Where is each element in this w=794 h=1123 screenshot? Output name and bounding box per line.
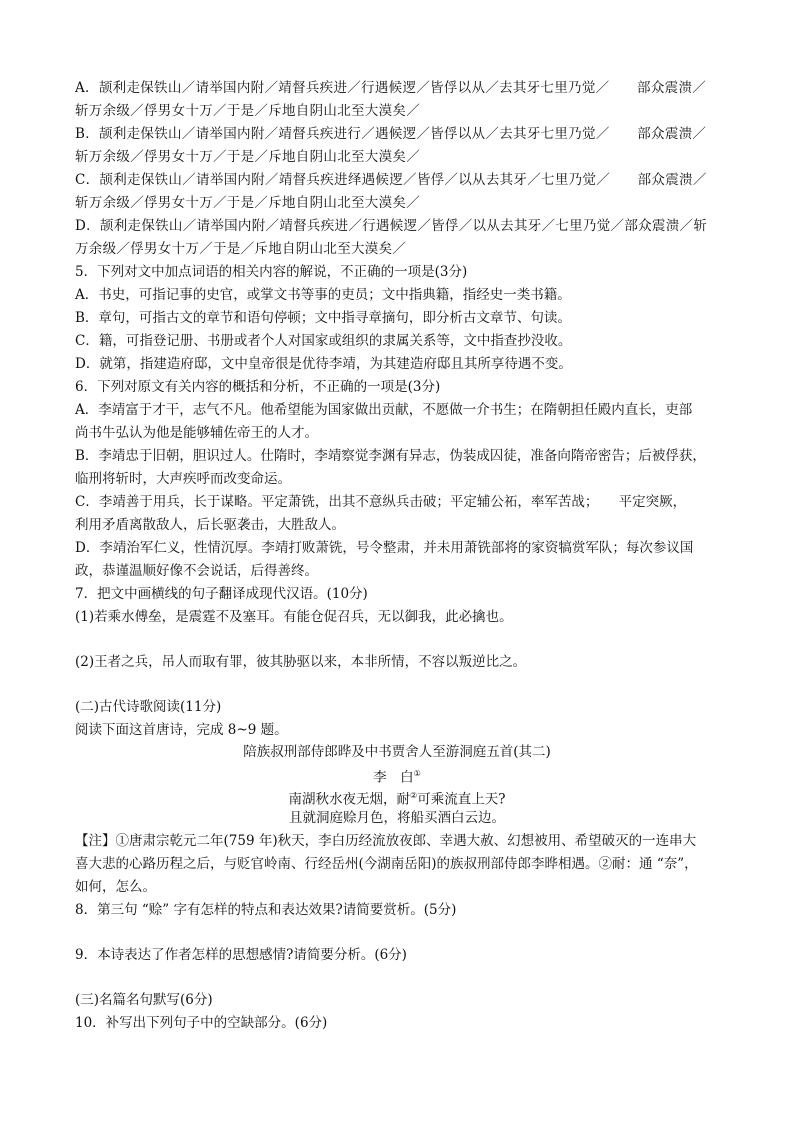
poem-line-1 <box>0 786 794 810</box>
q4-option-b-line1: B．颉利走保铁山／请举国内附／靖督兵疾进行／遇候逻／皆俘以从／去其牙七里乃觉／ 部众震溃／ <box>75 126 707 142</box>
poem-title: 陪族叔刑部侍郎晔及中书贾舍人至游洞庭五首(其二) <box>243 744 551 760</box>
q6-option-c-line2: 利用矛盾离散敌人，后长驱袭击，大胜敌人。 <box>75 517 345 533</box>
q6-option-a-line1: A．李靖富于才干，志气不凡。他希望能为国家做出贡献，不愿做一介书生；在隋朝担任殿内直长，吏部 <box>75 402 693 418</box>
q6-option-a-line2: 尚书牛弘认为他是能够辅佐帝王的人才。 <box>75 425 318 441</box>
poem-note-line1: 【注】①唐肃宗乾元二年(759 年)秋天，李白历经流放夜郎、幸遇大赦、幻想被用、希望破灭的一连串大 <box>75 833 697 849</box>
q4-option-b-line2: 斩万余级／俘男女十万／于是／斥地自阴山北至大漠矣／ <box>75 149 420 165</box>
section3-heading: (三)名篇名句默写(6分) <box>75 992 213 1008</box>
q5-option-c: C．籍，可指登记册、书册或者个人对国家或组织的隶属关系等，文中指查抄没收。 <box>75 333 572 349</box>
q5-option-a: A．书史，可指记事的史官，或掌文书等事的吏员；文中指典籍，指经史一类书籍。 <box>75 287 571 303</box>
q9-stem: 9．本诗表达了作者怎样的思想感情?请简要分析。(6分) <box>75 947 407 963</box>
q5-option-d: D．就第，指建造府邸，文中皇帝很是优待李靖，为其建造府邸且其所享待遇不变。 <box>75 356 572 372</box>
q5-option-b: B．章句，可指古文的章节和语句停顿；文中指寻章摘句，即分析古文章节、句读。 <box>75 310 571 326</box>
q6-option-b-line2: 临刑将斩时，大声疾呼而改变命运。 <box>75 471 291 487</box>
poem-author <box>0 764 794 788</box>
poem-author-footnote-mark: ① <box>413 769 421 778</box>
poem-line-2: 且就洞庭赊月色，将船买酒白云边。 <box>289 810 505 826</box>
q7-sentence-1: (1)若乘水傅垒，是震霆不及塞耳。有能仓促召兵，无以御我，此必擒也。 <box>75 609 513 625</box>
poem-line-1-part-b: 可乘流直上天? <box>417 791 506 808</box>
q4-option-c-line2: 斩万余级／俘男女十万／于是／斥地自阴山北至大漠矣／ <box>75 195 420 211</box>
poem-line-1-footnote-mark: ② <box>410 791 418 800</box>
q6-option-b-line1: B．李靖忠于旧朝，胆识过人。仕隋时，李靖察觉李渊有异志，伪装成囚徒，准备向隋帝密告；后被俘获， <box>75 448 706 464</box>
q6-option-d-line2: 政，恭谨温顺好像不会说话，后得善终。 <box>75 563 318 579</box>
q4-option-d-line2: 万余级／俘男女十万／于是／斥地自阴山北至大漠矣／ <box>75 241 407 257</box>
q6-option-d-line1: D．李靖治军仁义，性情沉厚。李靖打败萧铣，号令整肃，并未用萧铣部将的家资犒赏军队；每次参议国 <box>75 540 694 556</box>
q7-stem: 7．把文中画横线的句子翻译成现代汉语。(10分) <box>75 586 368 602</box>
q8-stem: 8．第三句 “赊” 字有怎样的特点和表达效果?请简要赏析。(5分) <box>75 902 457 918</box>
poem-line-1-part-a: 南湖秋水夜无烟，耐 <box>288 791 411 808</box>
section2-heading: (二)古代诗歌阅读(11分) <box>75 699 222 715</box>
q6-option-c-line1: C．李靖善于用兵，长于谋略。平定萧铣，出其不意纵兵击破；平定辅公祏，率军苦战； 平定突厥， <box>75 494 687 510</box>
poem-author-name: 李 白 <box>373 769 414 786</box>
q6-stem: 6．下列对原文有关内容的概括和分析，不正确的一项是(3分) <box>75 379 441 395</box>
q5-stem: 5．下列对文中加点词语的相关内容的解说，不正确的一项是(3分) <box>75 264 468 280</box>
q7-sentence-2: (2)王者之兵，吊人而取有罪，彼其胁驱以来，本非所情，不容以叛逆比之。 <box>75 654 527 670</box>
q4-option-c-line1: C．颉利走保铁山／请举国内附／靖督兵疾进绎遇候逻／皆俘／以从去其牙／七里乃觉／ 部众震溃／ <box>75 172 707 188</box>
poem-note-line3: 如何，怎么。 <box>75 879 156 895</box>
q4-option-a-line1: A．颉利走保铁山／请举国内附／靖督兵疾进／行遇候逻／皆俘以从／去其牙七里乃觉／ 部众震溃／ <box>75 80 707 96</box>
q4-option-a-line2: 斩万余级／俘男女十万／于是／斥地自阴山北至大漠矣／ <box>75 103 420 119</box>
poem-note-line2: 喜大悲的心路历程之后，与贬官岭南、行经岳州(今湖南岳阳)的族叔刑部侍郎李晔相遇。②耐：通 “奈”， <box>75 856 698 872</box>
q4-option-d-line1: D．颉利走保铁山／请举国内附／靖督兵疾进／行遇候逻／皆俘／以从去其牙／七里乃觉／部众震溃／斩 <box>75 218 708 234</box>
section2-instruction: 阅读下面这首唐诗，完成 8~9 题。 <box>75 722 288 738</box>
q10-stem: 10．补写出下列句子中的空缺部分。(6分) <box>75 1015 328 1031</box>
